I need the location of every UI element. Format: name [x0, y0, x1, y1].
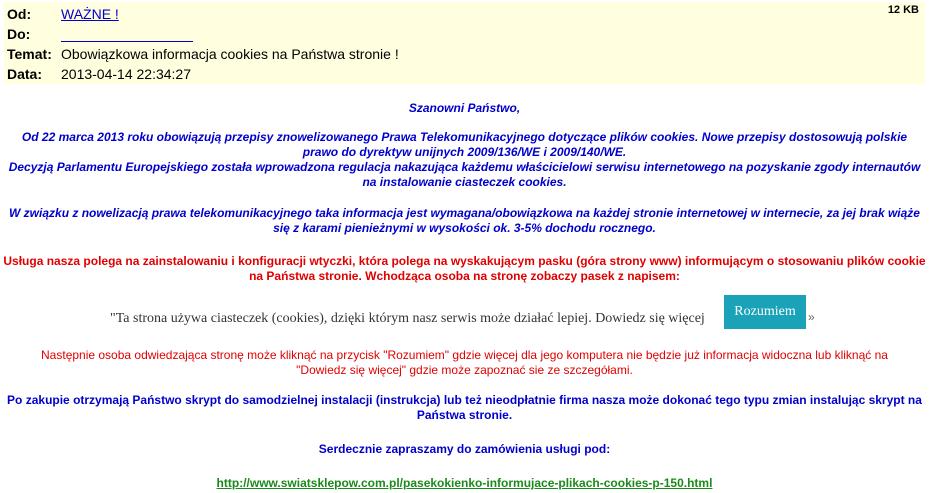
message-size: 12 KB	[887, 4, 919, 16]
subject-value: Obowiązkowa informacja cookies na Państwa stronie !	[61, 46, 399, 62]
rozumiem-button[interactable]: Rozumiem	[724, 295, 806, 329]
cookie-banner-text: "Ta strona używa ciasteczek (cookies), dzięki którym nasz serwis może działać lepiej. Dowiedz się więcej	[110, 311, 705, 326]
paragraph-3-line-2: na Państwa stronie. Wchodząca osoba na stronę zobaczy pasek z napisem:	[249, 269, 680, 283]
greeting: Szanowni Państwo,	[408, 101, 521, 115]
paragraph-1-line-2: prawo do dyrektyw unijnych 2009/136/WE i 2009/140/WE.	[302, 145, 627, 159]
paragraph-2-line-2: się z karami pienieżnymi w wysokości ok. 3-5% dochodu rocznego.	[273, 221, 656, 235]
email-header	[4, 2, 925, 84]
paragraph-1-line-4: na instalowanie ciasteczek cookies.	[362, 175, 567, 189]
paragraph-4-line-2: "Dowiedz się więcej" gdzie może zapoznać sie ze szczegółami.	[296, 363, 633, 377]
date-value: 2013-04-14 22:34:27	[61, 66, 191, 82]
date-label: Data:	[7, 66, 43, 82]
from-sender-link[interactable]: WAŻNE !	[61, 6, 119, 22]
to-label: Do:	[7, 26, 31, 42]
paragraph-2-line-1: W związku z nowelizacją prawa telekomunikacyjnego taka informacja jest wymagana/obowiązkowa na każdej stronie internetowej w internecie, za jej brak wiąże	[9, 206, 920, 220]
paragraph-1-line-1: Od 22 marca 2013 roku obowiązują przepisy znowelizowanego Prawa Telekomunikacyjnego dotyczące plików cookies. Nowe przepisy dostosowują polskie	[21, 130, 908, 144]
paragraph-5-line-1: Po zakupie otrzymają Państwo skrypt do samodzielnej instalacji (instrukcja) lub też nieodpłatnie firma nasza może dokonać tego typu zmian instalując skrypt na	[7, 393, 922, 407]
paragraph-5-line-2: Państwa stronie.	[416, 408, 513, 422]
subject-label: Temat:	[7, 46, 52, 62]
order-link[interactable]: http://www.swiatsklepow.com.pl/pasekokienko-informujace-plikach-cookies-p-150.html	[216, 476, 713, 490]
to-recipient-redacted[interactable]	[61, 25, 193, 43]
from-label: Od:	[7, 6, 32, 22]
paragraph-6: Serdecznie zapraszamy do zamówienia usługi pod:	[318, 442, 611, 456]
paragraph-1-line-3: Decyzją Parlamentu Europejskiego została wprowadzona regulacja nakazująca każdemu właścicielowi serwisu internetowego na pozyskanie zgody internautów	[8, 160, 921, 174]
paragraph-4-line-1: Następnie osoba odwiedzająca stronę może kliknąć na przycisk "Rozumiem" gdzie więcej dla jego komputera nie będzie już informacja widoczna lub kliknąć na	[41, 348, 888, 362]
banner-arrow-icon: »	[808, 310, 815, 324]
paragraph-3-line-1: Usługa nasza polega na zainstalowaniu i konfiguracji wtyczki, która polega na wyskakującym pasku (góra strony www) informującym o stosowaniu plików cookie	[3, 254, 926, 268]
